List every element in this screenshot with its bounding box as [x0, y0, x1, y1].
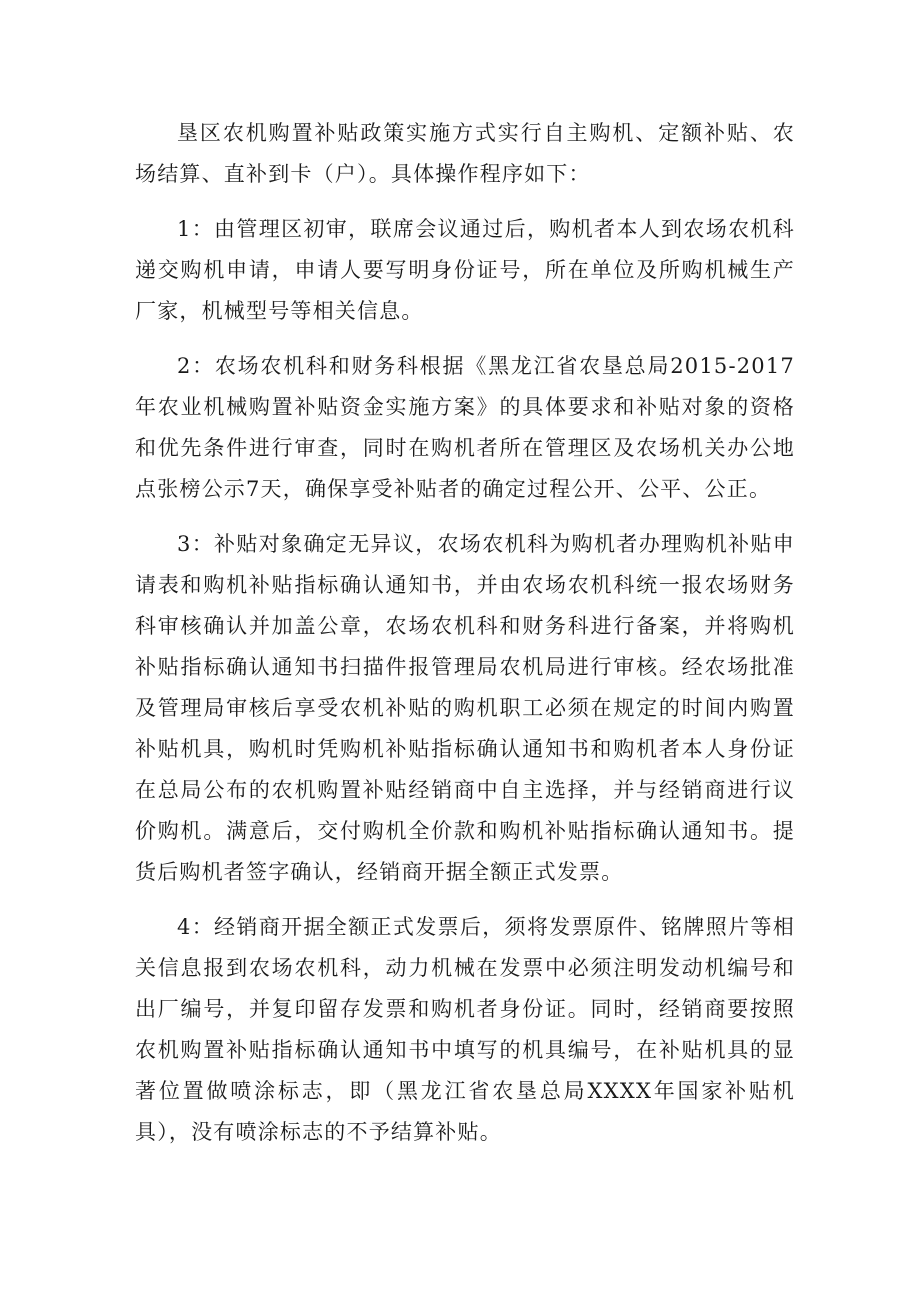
step-3-paragraph: 3：补贴对象确定无异议，农场农机科为购机者办理购机补贴申请表和购机补贴指标确认通知书，并由农场农机科统一报农场财务科审核确认并加盖公章，农场农机科和财务科进行备案，并将购机补贴指标确认通知书扫描件报管理局农机局进行审核。经农场批准及管理局审核后享受农机补贴的购机职工必须在规定的时间内购置补贴机具，购机时凭购机补贴指标确认通知书和购机者本人身份证在总局公布的农机购置补贴经销商中自主选择，并与经销商进行议价购机。满意后，交付购机全价款和购机补贴指标确认通知书。提货后购机者签字确认，经销商开据全额正式发票。: [135, 532, 795, 884]
step-1-paragraph: 1：由管理区初审，联席会议通过后，购机者本人到农场农机科递交购机申请，申请人要写明身份证号，所在单位及所购机械生产厂家，机械型号等相关信息。: [135, 217, 795, 323]
intro-paragraph: 垦区农机购置补贴政策实施方式实行自主购机、定额补贴、农场结算、直补到卡（户）。具体操作程序如下：: [135, 121, 795, 186]
step-4-paragraph: 4：经销商开据全额正式发票后，须将发票原件、铭牌照片等相关信息报到农场农机科，动力机械在发票中必须注明发动机编号和出厂编号，并复印留存发票和购机者身份证。同时，经销商要按照农机购置补贴指标确认通知书中填写的机具编号，在补贴机具的显著位置做喷涂标志，即（黑龙江省农垦总局XXXX年国家补贴机具），没有喷涂标志的不予结算补贴。: [135, 915, 795, 1144]
document-body: [135, 113, 795, 1167]
step-2-paragraph: 2：农场农机科和财务科根据《黑龙江省农垦总局2015-2017年农业机械购置补贴资金实施方案》的具体要求和补贴对象的资格和优先条件进行审查，同时在购机者所在管理区及农场机关办公地点张榜公示7天，确保享受补贴者的确定过程公开、公平、公正。: [135, 354, 795, 501]
